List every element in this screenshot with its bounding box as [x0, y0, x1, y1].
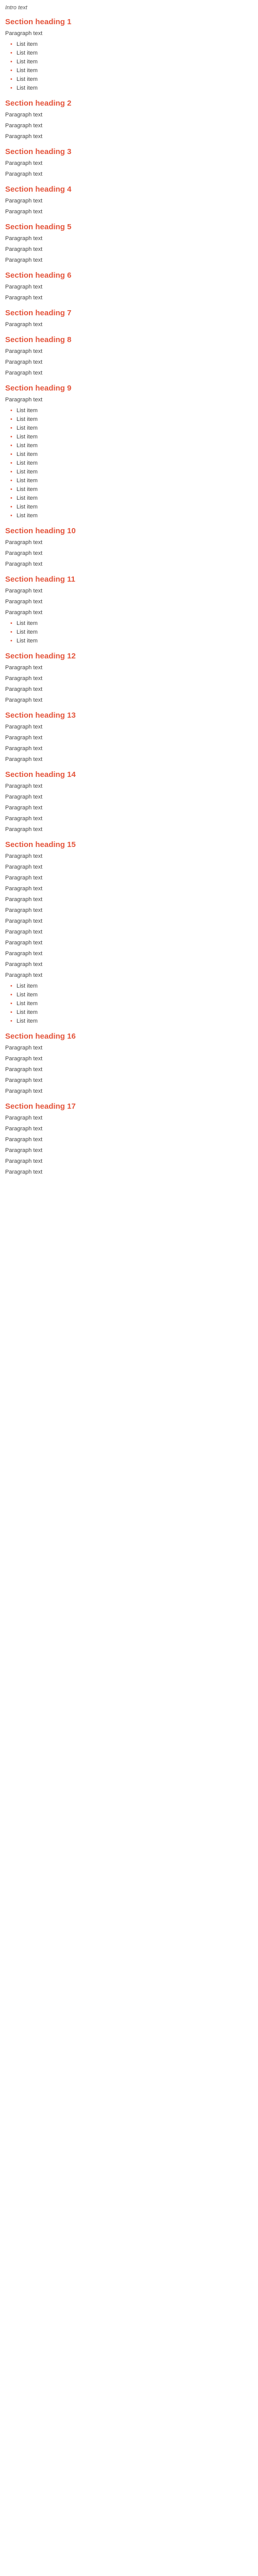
paragraph: Paragraph text [5, 133, 43, 140]
list-item: • List item [10, 425, 253, 432]
section-heading: Section heading 6 [5, 271, 72, 280]
paragraph: Paragraph text [5, 1115, 43, 1121]
list-item: • List item [10, 486, 253, 494]
bullet-list [5, 407, 253, 520]
section [5, 184, 253, 216]
section [5, 840, 253, 1025]
paragraph: Paragraph text [5, 886, 43, 892]
paragraph: Paragraph text [5, 918, 43, 924]
list-item: • List item [10, 460, 253, 467]
paragraph: Paragraph text [5, 246, 43, 252]
paragraph: Paragraph text [5, 756, 43, 762]
paragraph: Paragraph text [5, 929, 43, 935]
paragraph: Paragraph text [5, 1077, 43, 1083]
paragraph: Paragraph text [5, 783, 43, 789]
paragraph: Paragraph text [5, 550, 43, 556]
paragraph: Paragraph text [5, 951, 43, 957]
paragraph: Paragraph text [5, 1147, 43, 1154]
section [5, 147, 253, 178]
section-heading: Section heading 9 [5, 384, 72, 393]
paragraph: Paragraph text [5, 826, 43, 833]
paragraph: Paragraph text [5, 665, 43, 671]
list-item: • List item [10, 451, 253, 459]
paragraph: Paragraph text [5, 745, 43, 752]
list-item: • List item [10, 629, 253, 636]
paragraph: Paragraph text [5, 675, 43, 682]
paragraph: Paragraph text [5, 853, 43, 859]
section [5, 526, 253, 568]
section [5, 222, 253, 264]
section-heading: Section heading 12 [5, 652, 76, 660]
paragraph: Paragraph text [5, 1045, 43, 1051]
section [5, 574, 253, 645]
section-heading: Section heading 10 [5, 527, 76, 535]
paragraph: Paragraph text [5, 397, 43, 403]
paragraph: Paragraph text [5, 112, 43, 118]
section-heading: Section heading 3 [5, 147, 72, 156]
section-heading: Section heading 17 [5, 1102, 76, 1111]
list-item: • List item [10, 503, 253, 511]
intro-text: Intro text [5, 5, 27, 11]
paragraph: Paragraph text [5, 1088, 43, 1094]
list-item: • List item [10, 1000, 253, 1008]
list-item: • List item [10, 84, 253, 92]
list-item: • List item [10, 620, 253, 628]
paragraph: Paragraph text [5, 209, 43, 215]
bullet-list [5, 41, 253, 92]
section [5, 308, 253, 329]
sections-container [5, 17, 253, 1176]
list-item: • List item [10, 468, 253, 476]
list-item: • List item [10, 637, 253, 645]
section [5, 17, 253, 92]
paragraph: Paragraph text [5, 794, 43, 800]
list-item: • List item [10, 442, 253, 450]
paragraph: Paragraph text [5, 697, 43, 703]
paragraph: Paragraph text [5, 940, 43, 946]
document-page [0, 0, 258, 1195]
section [5, 1031, 253, 1095]
paragraph: Paragraph text [5, 875, 43, 881]
paragraph: Paragraph text [5, 1056, 43, 1062]
list-item: • List item [10, 1018, 253, 1025]
paragraph: Paragraph text [5, 171, 43, 177]
section [5, 1101, 253, 1176]
section-heading: Section heading 13 [5, 711, 76, 720]
section-heading: Section heading 5 [5, 223, 72, 231]
paragraph: Paragraph text [5, 235, 43, 242]
list-item: • List item [10, 1009, 253, 1016]
section-heading: Section heading 11 [5, 575, 75, 584]
paragraph: Paragraph text [5, 588, 43, 594]
section-heading: Section heading 8 [5, 335, 72, 344]
section [5, 98, 253, 141]
paragraph: Paragraph text [5, 321, 43, 328]
paragraph: Paragraph text [5, 295, 43, 301]
paragraph: Paragraph text [5, 123, 43, 129]
list-item: • List item [10, 76, 253, 83]
paragraph: Paragraph text [5, 1137, 43, 1143]
paragraph: Paragraph text [5, 348, 43, 354]
section [5, 770, 253, 834]
paragraph: Paragraph text [5, 1169, 43, 1175]
list-item: • List item [10, 41, 253, 48]
list-item: • List item [10, 407, 253, 415]
paragraph: Paragraph text [5, 1066, 43, 1073]
section-heading: Section heading 4 [5, 185, 72, 194]
list-item: • List item [10, 433, 253, 441]
paragraph: Paragraph text [5, 735, 43, 741]
list-item: • List item [10, 477, 253, 485]
paragraph: Paragraph text [5, 359, 43, 365]
section [5, 651, 253, 704]
paragraph: Paragraph text [5, 30, 43, 37]
paragraph: Paragraph text [5, 961, 43, 968]
paragraph: Paragraph text [5, 864, 43, 870]
paragraph: Paragraph text [5, 609, 43, 616]
list-item: • List item [10, 49, 253, 57]
section [5, 270, 253, 302]
paragraph: Paragraph text [5, 539, 43, 546]
paragraph: Paragraph text [5, 686, 43, 692]
list-item: • List item [10, 67, 253, 75]
paragraph: Paragraph text [5, 561, 43, 567]
paragraph: Paragraph text [5, 907, 43, 913]
paragraph: Paragraph text [5, 972, 43, 978]
section [5, 383, 253, 520]
paragraph: Paragraph text [5, 257, 43, 263]
paragraph: Paragraph text [5, 816, 43, 822]
section-heading: Section heading 14 [5, 770, 76, 779]
paragraph: Paragraph text [5, 370, 43, 376]
section-heading: Section heading 16 [5, 1032, 76, 1041]
section-heading: Section heading 15 [5, 840, 76, 849]
paragraph: Paragraph text [5, 1126, 43, 1132]
section [5, 335, 253, 377]
paragraph: Paragraph text [5, 724, 43, 730]
section-heading: Section heading 7 [5, 309, 72, 317]
list-item: • List item [10, 512, 253, 520]
paragraph: Paragraph text [5, 160, 43, 166]
paragraph: Paragraph text [5, 805, 43, 811]
list-item: • List item [10, 982, 253, 990]
paragraph: Paragraph text [5, 896, 43, 903]
list-item: • List item [10, 991, 253, 999]
bullet-list [5, 982, 253, 1025]
list-item: • List item [10, 58, 253, 66]
paragraph: Paragraph text [5, 599, 43, 605]
list-item: • List item [10, 495, 253, 502]
section [5, 710, 253, 764]
paragraph: Paragraph text [5, 284, 43, 290]
paragraph: Paragraph text [5, 198, 43, 204]
paragraph: Paragraph text [5, 1158, 43, 1164]
list-item: • List item [10, 416, 253, 423]
section-heading: Section heading 2 [5, 99, 72, 108]
section-heading: Section heading 1 [5, 18, 72, 26]
bullet-list [5, 620, 253, 645]
